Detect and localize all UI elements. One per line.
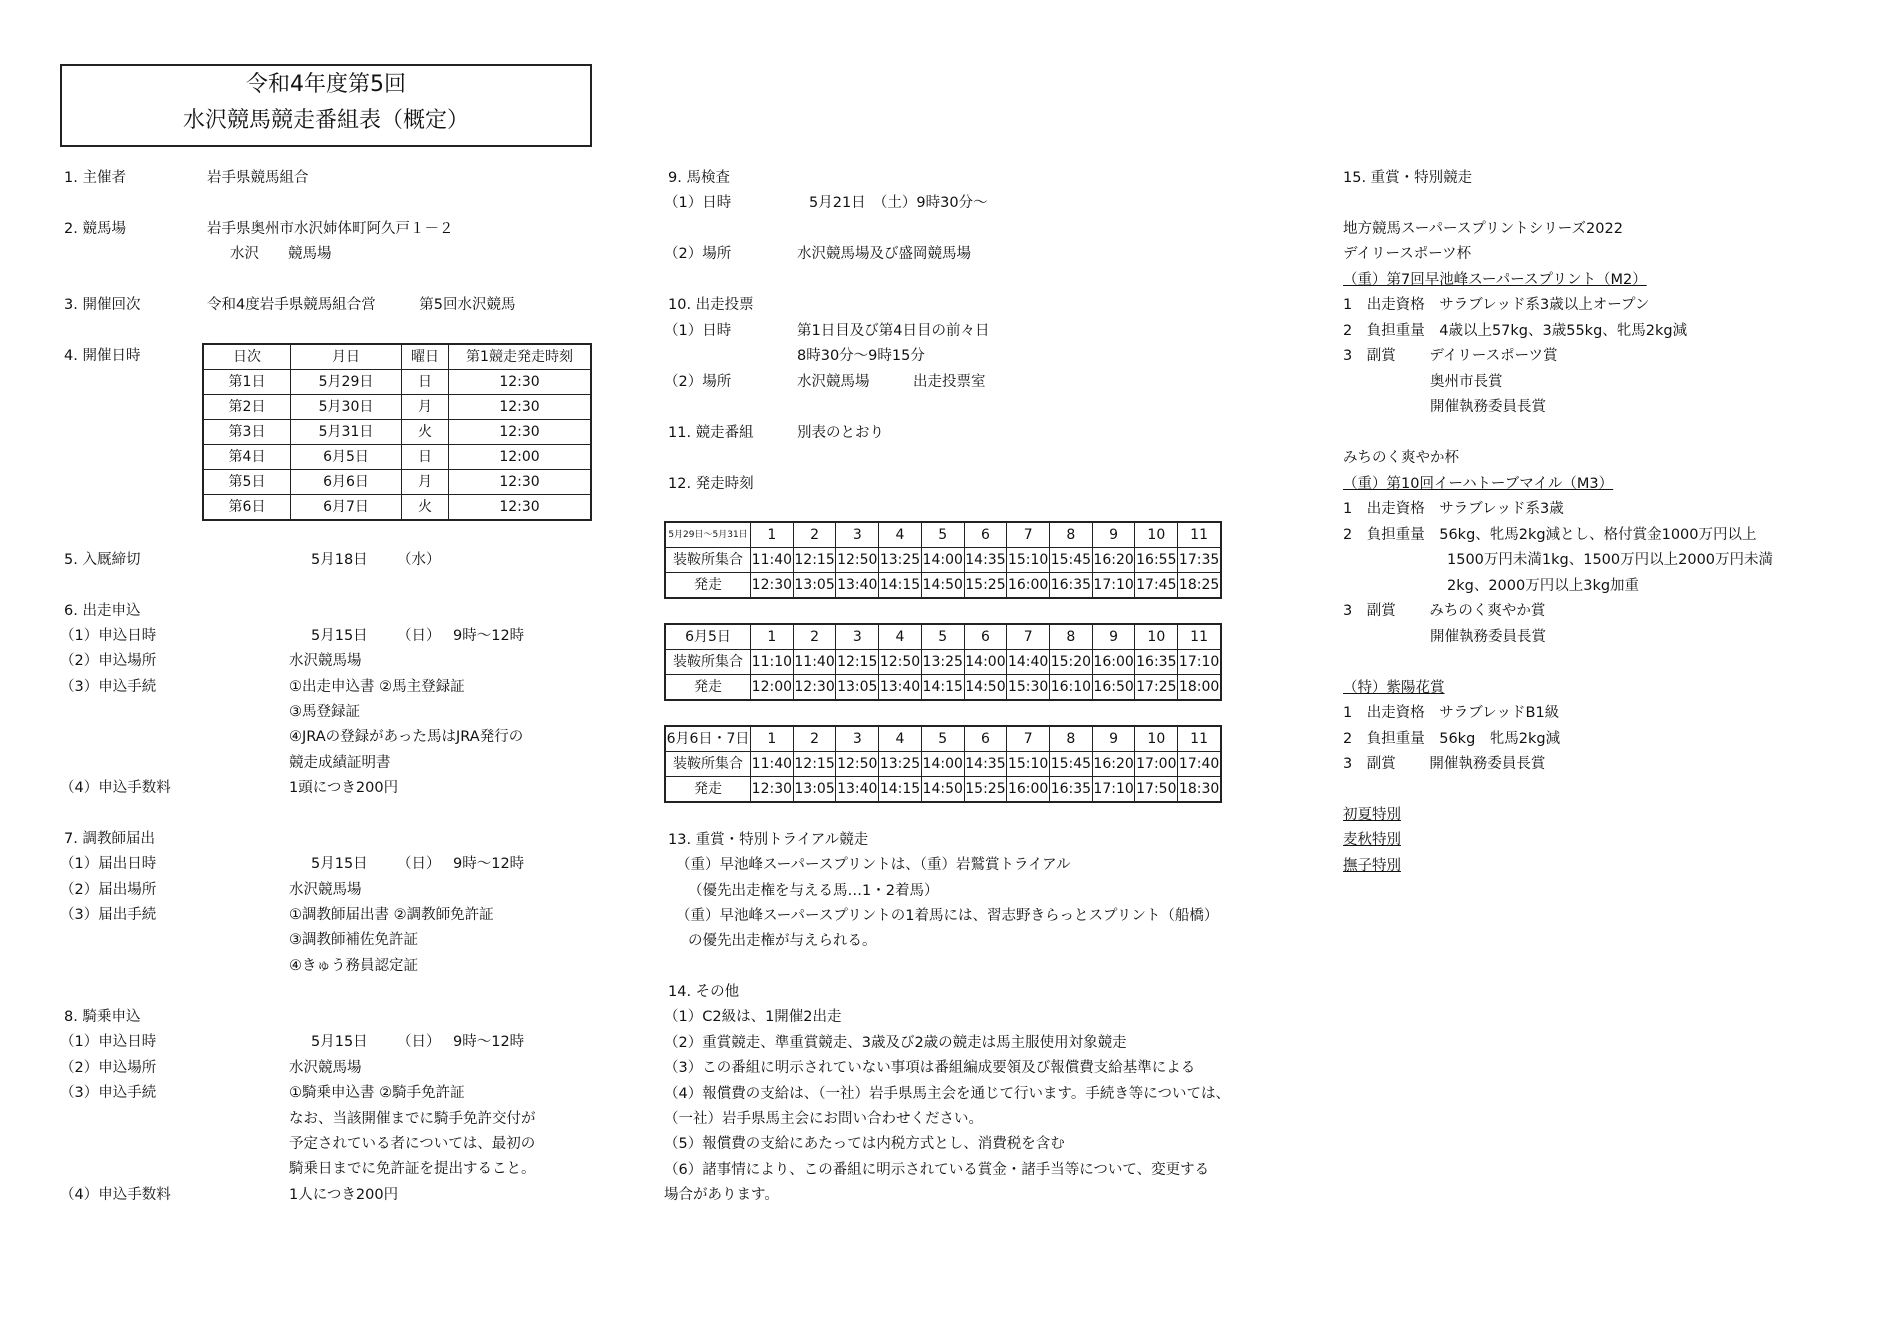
post-time-cell: 12:15	[793, 548, 836, 573]
race-a-line: 奥州市長賞	[1430, 374, 1503, 390]
schedule-cell: 12:30	[449, 495, 592, 521]
post-time-cell: 14:00	[964, 650, 1007, 675]
s9-r2-value: 水沢競馬場及び盛岡競馬場	[797, 246, 971, 262]
race-number: 2	[793, 624, 836, 650]
s10-r2-value: 水沢競馬場 出走投票室	[797, 374, 986, 390]
post-time-cell: 13:40	[836, 573, 879, 599]
post-time-row	[665, 777, 1221, 803]
s2-value2: 水沢 競馬場	[230, 246, 332, 262]
s7-r1-label: （1）届出日時	[60, 856, 157, 872]
post-time-cell: 16:35	[1050, 777, 1093, 803]
post-time-cell: 14:40	[1007, 650, 1050, 675]
race-a-line: 2 負担重量 4歳以上57kg、3歳55kg、牝馬2kg減	[1343, 323, 1688, 339]
s10-r2-label: （2）場所	[664, 374, 732, 390]
race-number: 4	[879, 726, 922, 752]
s6-r1-date: 5月15日	[311, 628, 368, 644]
schedule-cell: 12:30	[449, 395, 592, 420]
post-time-cell: 14:15	[921, 675, 964, 701]
s10-r1-label: （1）日時	[664, 323, 732, 339]
race-a-line: 3 副賞 デイリースポーツ賞	[1343, 348, 1558, 364]
post-time-row	[665, 548, 1221, 573]
s10-r1-v1: 第1日目及び第4日目の前々日	[797, 323, 990, 339]
s9-r2-label: （2）場所	[664, 246, 732, 262]
post-time-cell: 15:45	[1050, 752, 1093, 777]
s6-r1-label: （1）申込日時	[60, 628, 157, 644]
title-line2: 水沢競馬競走番組表（概定）	[182, 108, 469, 133]
s14-line: 場合があります。	[664, 1187, 779, 1203]
post-time-row-label: 5月29日～5月31日	[665, 522, 751, 548]
post-time-cell: 18:00	[1178, 675, 1221, 701]
race-number: 11	[1178, 726, 1221, 752]
s13-label: 13. 重賞・特別トライアル競走	[668, 832, 869, 848]
s3-label: 3. 開催回次	[64, 297, 141, 313]
post-time-cell: 12:00	[751, 675, 794, 701]
s8-r1-date: 5月15日	[311, 1034, 368, 1050]
race-c-line: 2 負担重量 56kg 牝馬2kg減	[1343, 731, 1561, 747]
post-time-cell: 14:00	[921, 752, 964, 777]
post-time-cell: 16:35	[1050, 573, 1093, 599]
race-number: 10	[1135, 624, 1178, 650]
post-time-cell: 16:20	[1092, 548, 1135, 573]
race-number: 10	[1135, 522, 1178, 548]
post-time-cell: 16:20	[1092, 752, 1135, 777]
s6-r4-value: 1頭につき200円	[289, 780, 399, 796]
s8-r1-dow: （日）	[397, 1034, 441, 1050]
post-time-cell: 14:15	[879, 777, 922, 803]
post-time-row	[665, 675, 1221, 701]
post-time-cell: 17:10	[1178, 650, 1221, 675]
s6-r3-v2: ③馬登録証	[289, 704, 360, 720]
s14-line: （5）報償費の支給にあたっては内税方式とし、消費税を含む	[664, 1136, 1065, 1152]
schedule-cell: 月	[402, 395, 449, 420]
race-a-cup: デイリースポーツ杯	[1343, 246, 1472, 262]
post-time-cell: 14:50	[921, 573, 964, 599]
s14-label: 14. その他	[668, 984, 740, 1000]
s14-line: （4）報償費の支給は、（一社）岩手県馬主会を通じて行います。手続き等については、	[664, 1086, 1231, 1102]
s9-label: 9. 馬検査	[668, 170, 730, 186]
race-number: 8	[1050, 726, 1093, 752]
post-time-table	[664, 725, 1222, 803]
post-time-cell: 12:15	[836, 650, 879, 675]
post-time-cell: 17:10	[1092, 777, 1135, 803]
s7-r2-value: 水沢競馬場	[289, 882, 362, 898]
s7-label: 7. 調教師届出	[64, 831, 155, 847]
schedule-row	[203, 420, 591, 445]
race-number: 2	[793, 522, 836, 548]
s14-line: （1）C2級は、1開催2出走	[664, 1009, 842, 1025]
post-time-row-label: 発走	[665, 675, 751, 701]
post-time-cell: 13:05	[793, 777, 836, 803]
schedule-cell: 月	[402, 470, 449, 495]
post-time-cell: 15:25	[964, 573, 1007, 599]
s6-label: 6. 出走申込	[64, 603, 141, 619]
post-time-cell: 15:10	[1007, 752, 1050, 777]
title-box	[60, 64, 592, 147]
post-time-cell: 13:25	[879, 752, 922, 777]
s9-r1-label: （1）日時	[664, 195, 732, 211]
race-number: 5	[921, 522, 964, 548]
post-time-cell: 15:30	[1007, 675, 1050, 701]
post-time-cell: 14:15	[879, 573, 922, 599]
s10-r1-v2: 8時30分～9時15分	[797, 348, 925, 364]
post-time-cell: 12:30	[751, 777, 794, 803]
s8-r1-time: 9時～12時	[453, 1034, 525, 1050]
post-time-table	[664, 623, 1222, 701]
race-number: 3	[836, 726, 879, 752]
s8-r3-v2: なお、当該開催までに騎手免許交付が	[289, 1111, 536, 1127]
s1-label: 1. 主催者	[64, 170, 126, 186]
schedule-row	[203, 495, 591, 521]
s11-label: 11. 競走番組	[668, 425, 754, 441]
s7-r3-v1: ①調教師届出書 ②調教師免許証	[289, 907, 494, 923]
post-time-cell: 12:15	[793, 752, 836, 777]
post-time-cell: 17:00	[1135, 752, 1178, 777]
post-time-row-label: 6月6日・7日	[665, 726, 751, 752]
s7-r2-label: （2）届出場所	[60, 882, 157, 898]
post-time-cell: 14:50	[964, 675, 1007, 701]
s8-r1-label: （1）申込日時	[60, 1034, 157, 1050]
schedule-cell: 日	[402, 445, 449, 470]
s6-r1-time: 9時～12時	[453, 628, 525, 644]
post-time-cell: 17:35	[1178, 548, 1221, 573]
race-number: 3	[836, 522, 879, 548]
post-time-row	[665, 726, 1221, 752]
schedule-cell: 第1日	[203, 370, 291, 395]
post-time-cell: 13:05	[793, 573, 836, 599]
post-time-cell: 15:25	[964, 777, 1007, 803]
post-time-cell: 11:40	[751, 752, 794, 777]
race-number: 2	[793, 726, 836, 752]
s8-r3-v4: 騎乗日までに免許証を提出すること。	[289, 1161, 536, 1177]
s5-label: 5. 入厩締切	[64, 552, 141, 568]
post-time-cell: 13:05	[836, 675, 879, 701]
post-time-cell: 12:30	[751, 573, 794, 599]
race-a-line: 1 出走資格 サラブレッド系3歳以上オープン	[1343, 297, 1650, 313]
post-time-cell: 17:25	[1135, 675, 1178, 701]
race-b-line: 2kg、2000万円以上3kg加重	[1447, 578, 1640, 594]
post-time-cell: 12:50	[879, 650, 922, 675]
race-a-name: （重）第7回早池峰スーパースプリント（M2）	[1343, 272, 1647, 288]
s7-r3-label: （3）届出手続	[60, 907, 157, 923]
race-b-line: 2 負担重量 56kg、牝馬2kg減とし、格付賞金1000万円以上	[1343, 527, 1757, 543]
s14-line: （3）この番組に明示されていない事項は番組編成要領及び報償費支給基準による	[664, 1060, 1196, 1076]
s2-value1: 岩手県奥州市水沢姉体町阿久戸１－２	[207, 221, 454, 237]
s2-label: 2. 競馬場	[64, 221, 126, 237]
race-number: 1	[751, 624, 794, 650]
race-number: 7	[1007, 624, 1050, 650]
post-time-cell: 17:40	[1178, 752, 1221, 777]
s14-line: （一社）岩手県馬主会にお問い合わせください。	[664, 1111, 983, 1127]
race-number: 9	[1092, 522, 1135, 548]
s6-r4-label: （4）申込手数料	[60, 780, 171, 796]
s14-line: （6）諸事情により、この番組に明示されている賞金・諸手当等について、変更する	[664, 1162, 1210, 1178]
race-c-line: 3 副賞 開催執務委員長賞	[1343, 756, 1546, 772]
post-time-row	[665, 522, 1221, 548]
s8-label: 8. 騎乗申込	[64, 1009, 141, 1025]
post-time-row	[665, 650, 1221, 675]
race-b-line: 3 副賞 みちのく爽やか賞	[1343, 603, 1546, 619]
schedule-cell: 5月29日	[291, 370, 402, 395]
post-time-cell: 13:25	[879, 548, 922, 573]
race-b-name: （重）第10回イーハトーブマイル（M3）	[1343, 476, 1614, 492]
s7-r3-v2: ③調教師補佐免許証	[289, 932, 418, 948]
post-time-cell: 11:10	[751, 650, 794, 675]
s7-r1-time: 9時～12時	[453, 856, 525, 872]
race-number: 5	[921, 726, 964, 752]
post-time-cell: 15:10	[1007, 548, 1050, 573]
s15-label: 15. 重賞・特別競走	[1343, 170, 1473, 186]
s10-label: 10. 出走投票	[668, 297, 754, 313]
s8-r3-v1: ①騎乗申込書 ②騎手免許証	[289, 1085, 465, 1101]
race-number: 8	[1050, 522, 1093, 548]
s6-r2-value: 水沢競馬場	[289, 653, 362, 669]
s7-r3-v3: ④きゅう務員認定証	[289, 958, 418, 974]
s8-r4-value: 1人につき200円	[289, 1187, 399, 1203]
post-time-row-label: 6月5日	[665, 624, 751, 650]
race-number: 9	[1092, 624, 1135, 650]
s13-line: （重）早池峰スーパースプリントは、（重）岩鷲賞トライアル	[676, 857, 1071, 873]
schedule-header-row	[203, 344, 591, 370]
race-number: 4	[879, 522, 922, 548]
s4-label: 4. 開催日時	[64, 348, 141, 364]
race-number: 9	[1092, 726, 1135, 752]
race-b-line: 1 出走資格 サラブレッド系3歳	[1343, 501, 1564, 517]
s6-r3-v1: ①出走申込書 ②馬主登録証	[289, 679, 465, 695]
s3-value: 令和4度岩手県競馬組合営 第5回水沢競馬	[207, 297, 516, 313]
post-time-cell: 13:40	[879, 675, 922, 701]
race-a-series: 地方競馬スーパースプリントシリーズ2022	[1343, 221, 1623, 237]
race-number: 6	[964, 726, 1007, 752]
race-number: 6	[964, 624, 1007, 650]
race-number: 7	[1007, 726, 1050, 752]
schedule-row	[203, 370, 591, 395]
post-time-cell: 12:50	[836, 752, 879, 777]
s8-r3-v3: 予定されている者については、最初の	[289, 1136, 536, 1152]
s13-line: の優先出走権が与えられる。	[688, 933, 877, 949]
post-time-row-label: 発走	[665, 777, 751, 803]
post-time-cell: 16:00	[1007, 777, 1050, 803]
race-number: 3	[836, 624, 879, 650]
special-race: 麦秋特別	[1343, 832, 1401, 848]
s1-value: 岩手県競馬組合	[207, 170, 309, 186]
post-time-cell: 16:00	[1092, 650, 1135, 675]
s11-value: 別表のとおり	[797, 425, 884, 441]
race-a-line: 開催執務委員長賞	[1430, 399, 1546, 415]
race-number: 10	[1135, 726, 1178, 752]
race-number: 4	[879, 624, 922, 650]
race-b-line: 開催執務委員長賞	[1430, 629, 1546, 645]
schedule-cell: 12:30	[449, 420, 592, 445]
post-time-cell: 16:10	[1050, 675, 1093, 701]
schedule-header: 曜日	[402, 344, 449, 370]
schedule-cell: 6月5日	[291, 445, 402, 470]
post-time-cell: 17:45	[1135, 573, 1178, 599]
s8-r4-label: （4）申込手数料	[60, 1187, 171, 1203]
schedule-row	[203, 395, 591, 420]
s5-dow: （水）	[397, 552, 441, 568]
s6-r1-dow: （日）	[397, 628, 441, 644]
schedule-cell: 6月6日	[291, 470, 402, 495]
race-number: 11	[1178, 624, 1221, 650]
s8-r3-label: （3）申込手続	[60, 1085, 157, 1101]
s6-r3-v4: 競走成績証明書	[289, 755, 391, 771]
s13-line: （重）早池峰スーパースプリントの1着馬には、習志野きらっとスプリント（船橋）	[676, 908, 1219, 924]
schedule-row	[203, 445, 591, 470]
schedule-cell: 6月7日	[291, 495, 402, 521]
s14-line: （2）重賞競走、準重賞競走、3歳及び2歳の競走は馬主服使用対象競走	[664, 1035, 1127, 1051]
s8-r2-label: （2）申込場所	[60, 1060, 157, 1076]
schedule-cell: 5月31日	[291, 420, 402, 445]
post-time-cell: 11:40	[751, 548, 794, 573]
post-time-row	[665, 624, 1221, 650]
s13-line: （優先出走権を与える馬…1・2着馬）	[688, 883, 939, 899]
post-time-cell: 15:45	[1050, 548, 1093, 573]
s7-r1-date: 5月15日	[311, 856, 368, 872]
schedule-row	[203, 470, 591, 495]
schedule-cell: 5月30日	[291, 395, 402, 420]
post-time-cell: 18:25	[1178, 573, 1221, 599]
schedule-cell: 12:30	[449, 470, 592, 495]
post-time-cell: 18:30	[1178, 777, 1221, 803]
post-time-row-label: 装鞍所集合	[665, 548, 751, 573]
post-time-cell: 13:40	[836, 777, 879, 803]
s9-r1-value: 5月21日 （土）9時30分～	[809, 195, 988, 211]
post-time-cell: 16:00	[1007, 573, 1050, 599]
schedule-header: 第1競走発走時刻	[449, 344, 592, 370]
post-time-cell: 16:35	[1135, 650, 1178, 675]
schedule-cell: 第3日	[203, 420, 291, 445]
special-race: 初夏特別	[1343, 807, 1401, 823]
post-time-row-label: 装鞍所集合	[665, 650, 751, 675]
s5-date: 5月18日	[311, 552, 368, 568]
schedule-cell: 火	[402, 420, 449, 445]
special-race: 撫子特別	[1343, 858, 1401, 874]
post-time-cell: 14:35	[964, 752, 1007, 777]
s8-r2-value: 水沢競馬場	[289, 1060, 362, 1076]
schedule-cell: 第5日	[203, 470, 291, 495]
schedule-cell: 12:00	[449, 445, 592, 470]
post-time-cell: 14:50	[921, 777, 964, 803]
post-time-row	[665, 752, 1221, 777]
post-time-table	[664, 521, 1222, 599]
schedule-cell: 日	[402, 370, 449, 395]
schedule-cell: 第2日	[203, 395, 291, 420]
race-number: 7	[1007, 522, 1050, 548]
schedule-table	[202, 343, 592, 521]
schedule-cell: 第4日	[203, 445, 291, 470]
s6-r2-label: （2）申込場所	[60, 653, 157, 669]
s6-r3-label: （3）申込手続	[60, 679, 157, 695]
s7-r1-dow: （日）	[397, 856, 441, 872]
race-b-cup: みちのく爽やか杯	[1343, 450, 1459, 466]
race-number: 11	[1178, 522, 1221, 548]
post-time-row	[665, 573, 1221, 599]
title-line1: 令和4年度第5回	[246, 72, 406, 97]
s6-r3-v3: ④JRAの登録があった馬はJRA発行の	[289, 729, 524, 745]
post-time-cell: 12:30	[793, 675, 836, 701]
schedule-cell: 12:30	[449, 370, 592, 395]
race-number: 8	[1050, 624, 1093, 650]
post-time-cell: 14:35	[964, 548, 1007, 573]
post-time-cell: 16:55	[1135, 548, 1178, 573]
race-number: 1	[751, 522, 794, 548]
race-number: 6	[964, 522, 1007, 548]
race-number: 1	[751, 726, 794, 752]
post-time-cell: 16:50	[1092, 675, 1135, 701]
post-time-cell: 14:00	[921, 548, 964, 573]
post-time-cell: 11:40	[793, 650, 836, 675]
race-c-line: 1 出走資格 サラブレッドB1級	[1343, 705, 1560, 721]
schedule-header: 日次	[203, 344, 291, 370]
schedule-header: 月日	[291, 344, 402, 370]
schedule-cell: 第6日	[203, 495, 291, 521]
post-time-cell: 12:50	[836, 548, 879, 573]
race-number: 5	[921, 624, 964, 650]
post-time-cell: 13:25	[921, 650, 964, 675]
post-time-cell: 17:50	[1135, 777, 1178, 803]
post-time-row-label: 発走	[665, 573, 751, 599]
post-time-row-label: 装鞍所集合	[665, 752, 751, 777]
post-time-cell: 17:10	[1092, 573, 1135, 599]
race-c-name: （特）紫陽花賞	[1343, 680, 1445, 696]
s12-label: 12. 発走時刻	[668, 476, 754, 492]
race-b-line: 1500万円未満1kg、1500万円以上2000万円未満	[1447, 552, 1774, 568]
post-time-cell: 15:20	[1050, 650, 1093, 675]
schedule-cell: 火	[402, 495, 449, 521]
